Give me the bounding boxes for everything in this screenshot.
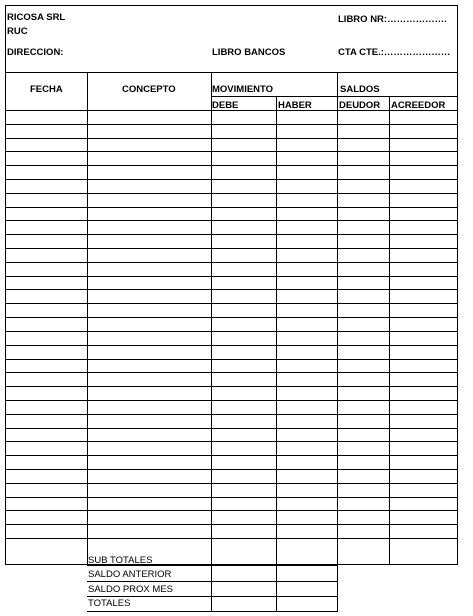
ruc-label: RUC [7, 26, 28, 37]
ledger-row-line [5, 359, 458, 360]
ledger-row-line [5, 345, 458, 346]
footer-line-2 [87, 581, 338, 582]
ledger-row-line [5, 524, 458, 525]
ledger-row-line [5, 138, 458, 139]
ledger-row-line [5, 193, 458, 194]
cta-cte-label: CTA CTE.:………………… [338, 47, 451, 58]
ledger-row-line [5, 455, 458, 456]
footer-line-4 [87, 611, 338, 612]
ledger-row-line [5, 469, 458, 470]
ledger-row-line [5, 372, 458, 373]
footer-line-3 [87, 596, 338, 597]
ledger-row-line [5, 179, 458, 180]
header-concepto: CONCEPTO [122, 84, 176, 95]
ledger-row-line [5, 248, 458, 249]
ledger-row-line [5, 220, 458, 221]
header-deudor: DEUDOR [339, 100, 381, 111]
ledger-row-line [5, 414, 458, 415]
ledger-row-line [5, 289, 458, 290]
ledger-row-line [5, 400, 458, 401]
ledger-row-line [5, 483, 458, 484]
ledger-row-line [5, 207, 458, 208]
sub-totales-label: SUB TOTALES [88, 555, 153, 566]
ledger-row-line [5, 317, 458, 318]
header-debe: DEBE [212, 100, 239, 111]
totales-label: TOTALES [88, 598, 131, 609]
ledger-row-line [5, 428, 458, 429]
ledger-row-line [5, 441, 458, 442]
ledger-row-line [5, 262, 458, 263]
ledger-row-line [5, 386, 458, 387]
ledger-row-line [5, 510, 458, 511]
direccion-label: DIRECCION: [7, 47, 64, 58]
ledger-row-line [5, 497, 458, 498]
header-acreedor: ACREEDOR [391, 100, 446, 111]
ledger-row-line [5, 165, 458, 166]
ledger-row-line [5, 234, 458, 235]
ledger-row-line [5, 538, 458, 539]
ledger-row-line [5, 151, 458, 152]
saldo-anterior-label: SALDO ANTERIOR [88, 569, 172, 580]
header-fecha: FECHA [30, 84, 63, 95]
libro-nr-label: LIBRO NR:………………. [338, 14, 447, 25]
saldo-prox-mes-label: SALDO PROX MES [88, 584, 173, 595]
book-title: LIBRO BANCOS [212, 47, 286, 58]
header-movimiento: MOVIMIENTO [212, 84, 274, 95]
header-saldos: SALDOS [340, 84, 380, 95]
ledger-row-line [5, 303, 458, 304]
company-name: RICOSA SRL [7, 12, 66, 23]
ledger-row-line [5, 331, 458, 332]
ledger-row-line [5, 276, 458, 277]
ledger-row-line [5, 124, 458, 125]
header-haber: HABER [278, 100, 312, 111]
